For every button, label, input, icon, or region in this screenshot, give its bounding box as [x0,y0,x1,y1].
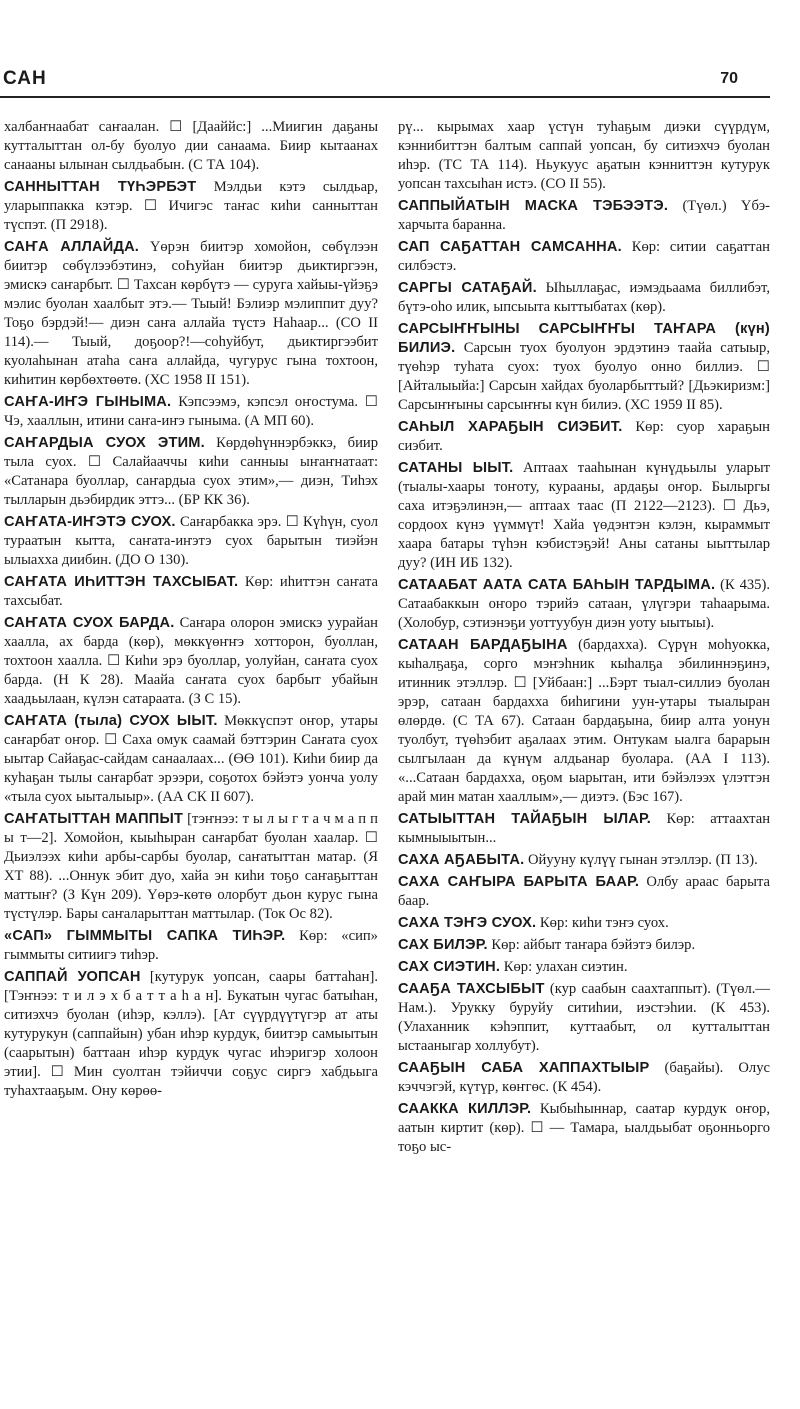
entry-headword: САҤА-ИҤЭ ГЫНЫМА. [4,394,172,410]
entry-headword: САҤАТА (тыла) СУОХ ЫЫТ. [4,713,218,729]
entry-definition: (бардахха). Сүрүн моһуокка, кыһалҕаҕа, сорго мэҥэһник кыһалҕа эбилиннэҕинэ, итинник этэллэр. ☐ [Уйбаан:] ...Бэрт тыал-силлиэ буолан эрэр, сатаан бардахха биһигини уун-утары тыалыран өлөрдө. (С ТА 67). Сатаан бардаҕына, биир алта уонун туолбут, түөһэбит аҕалаах этим. Онтукам ыалга барарын сылгылаан да күнүм алдьанар буолара. (АА I 113). «...Сатаан бардахха, оҕом ыарытан, ити бэйэлээх үлэттэн арай мин матан хааллым»,— диэтэ. (Бэс 167). [398,637,770,805]
dictionary-entry [4,968,378,1101]
entry-headword: САХА АҔАБЫТА. [398,852,525,868]
entry-definition: Кэпсээмэ, кэпсэл оҥостума. ☐ Чэ, хааллын, итини саҥа-иҥэ гыныма. (А МП 60). [4,394,378,429]
dictionary-entry [4,118,378,175]
dictionary-entry [398,636,770,807]
page-number: 70 [720,70,738,87]
entry-definition: (баҕайы). Олус кэччэгэй, күтүр, көҥгөс. (К 454). [398,1060,770,1095]
dictionary-entry [398,1100,770,1157]
entry-definition: [тэҥнээ: т ы л ы г т а ч м а п п ы т—2]. Хомойон, кыыһыран саҥарбат буолан хаалар. ☐ Дьиэлээх киһи арбы-сарбы буолар, саҥатыттан матар. (Я ХТ 88). ...Оннук эбит дуо, хайа эн киһи тоҕо саҥаҕыттан маттыҥ? (З Күн 209). Үөрэ-көтө олорбут дьон курус гына түстүлэр. Бары саҥаларыттан маттылар. (Ток Ос 82). [4,811,378,922]
entry-definition: Мөккүспэт оҥор, утары саҥарбат оҥор. ☐ Саха омук саамай бэттэрин Саҥата суох ыытар Сайаҕас-сайдам санаалаах... (ӨӨ 101). Киһи биир да куһаҕан тылы саҥарбат эрээри, соҕотох бэйэтэ уонча уолу «тыла суох ыыталыыр». (АА СК II 607). [4,713,378,805]
dictionary-entry [398,279,770,317]
dictionary-entry [4,712,378,807]
dictionary-entry [398,810,770,848]
entry-definition: Ойууну күлүү гынан этэллэр. (П 13). [528,852,758,868]
entry-headword: САННЫТТАН ТҮҺЭРБЭТ [4,179,197,195]
entry-definition: халбаҥнаабат саҥаалан. ☐ [Дааййс:] ...Миигин даҕаны кутталыттан ол-бу буолуо дии санаама. Биир кытаанах санааны ылынан сылдьабын. (С ТА 104). [4,119,378,173]
dictionary-entry [398,1059,770,1097]
entry-definition: Мэлдьи кэтэ сылдьар, уларыппакка кэтэр. ☐ Ичигэс таҥас киһи санныттан түспэт. (П 2918). [4,179,379,233]
dictionary-entry [4,393,378,431]
entry-definition: (К 435). Сатаабаккын оҥоро тэрийэ сатаан, үлүгэри таһаарыма. (Холобур, сэтиэнэҕи уоттуубун диэн уоту ыытыы). [398,577,770,631]
entry-definition: (Түөл.) Үбэ-харчыта баранна. [398,198,770,233]
entry-definition: [кутурук уопсан, саары баттаһан]. [Тэҥнээ: т и л э х б а т т а һ а н]. Букатын чугас батыһан, ситиэхчэ буолан (иһэр, кэллэ). [Ат сүүрдүүтүгэр ат аты кутурукун (саппайын) убан иһэр курдук, биитэр самыытын (саарытын) баттаан иһэр курдук чугас иһэригэр холоон этии]. ☐ Мин суолтан тэйиччи соҕус сиргэ хабдьыга туһахтааҕым. Ону көрөө- [4,969,378,1099]
entry-definition: Үөрэн биитэр хомойон, сөбүлээн биитэр сөбүлээбэтинэ, соҺуйан биитэр дьиктиргээн, эмискэ саҥарбыт. ☐ Тахсан көрбүтэ — суруга хайыы-үйэҕэ мэлис буолан хаалбыт этэ.— Тыый! Бэлиэр мэлиппит дуу? Тоҕо бэрдэй!— диэн саҥа аллайа түстэ Наһаар... (СО II 114).— Тыый, доҕоор?!—соһуйбут, дьиктиргээбит куолаһынан атаһа саҥа аллайда, чугурус гына тохтоон, киһитин көрбөхтөөтө. (ХС 1958 II 151). [4,239,378,388]
dictionary-entry [4,927,378,965]
dictionary-entry [4,810,378,924]
entry-definition: Көр: киһи тэҥэ суох. [539,915,669,931]
dictionary-entry [398,118,770,194]
entry-headword: САРСЫҤҤЫНЫ САРСЫҤҤЫ ТАҤАРА (күн) БИЛИЭ. [398,321,770,356]
entry-definition: Сарсын туох буолуон эрдэтинэ таайа сатыыр, түөһэр туһата суох: туох буолуо онно биллиэ. ☐ [Айталыыйа:] Сарсын хайдах буоларбыттый? [Дьэкиризм:] Сарсыҥҥыны сарсыҥҥы күн билиэ. (ХС 1959 II 85). [398,340,770,413]
entry-headword: САҤАТА СУОХ БАРДА. [4,615,175,631]
entry-definition: (кур саабын саахтаппыт). (Түөл.— Нам.). Урукку буруйу ситиһии, иэстэһии. (К 453). (Улаханник кэһэппит, куттаабыт, ол кутталыттан ыстааныгар холлубут). [398,981,770,1054]
entry-definition: Көрдөһүннэрбэккэ, биир тыла суох. ☐ Салайааччы киһи санныы ыҥаҥнатаат: «Сатанара буоллар, саҥардыа суох этим»,— диэн, Тиһэх тылларын дьэбирдик эттэ... (БР КК 36). [4,435,378,508]
entry-headword: САТААН БАРДАҔЫНА [398,637,568,653]
entry-headword: САХА ТЭҤЭ СУОХ. [398,915,537,931]
entry-headword: САТАНЫ ЫЫТ. [398,460,514,476]
dictionary-entry [398,851,770,870]
entry-definition: Аптаах тааһынан күнүдьылы уларыт (тыалы-хаары тоҥоту, курааны, ардаҕы оҥор. Былыргы саха итэҕэлинэн,— аптаах таас (П 2122—2123). ☐ Дьэ, сордоох күнэ үүммүт! Хайа үөдэнтэн кэлэн, кыраммыт хаара батары түһэн кэбистэҕэй! Аны сатаны ыыттылар дуу? (ИН ИБ 132). [398,460,770,571]
entry-definition: Көр: иһиттэн саҥата тахсыбат. [4,574,378,609]
dictionary-entry [398,238,770,276]
dictionary-entry [398,958,770,977]
entry-headword: САҺЫЛ ХАРАҔЫН СИЭБИТ. [398,419,623,435]
dictionary-entry [4,238,378,390]
entry-definition: Көр: улахан сиэтин. [503,959,628,975]
entry-definition: Ыһыллаҕас, иэмэдьаама биллибэт, бүтэ-оһо илик, ыпсыыта кыттыбатах (көр). [398,280,770,315]
entry-headword: САҤА АЛЛАЙДА. [4,239,140,255]
left-column [4,118,378,1104]
dictionary-entry [398,459,770,573]
entry-headword: СААККА КИЛЛЭР. [398,1101,532,1117]
dictionary-entry [398,914,770,933]
entry-headword: САҤАРДЫА СУОХ ЭТИМ. [4,435,205,451]
entry-headword: САППАЙ УОПСАН [4,969,141,985]
entry-headword: САҤАТА ИҺИТТЭН ТАХСЫБАТ. [4,574,239,590]
entry-definition: Саҥарбакка эрэ. ☐ Күһүн, суол тураатын кытта, саҥата-иҥэтэ суох барытын тиэйэн ылыахха диибин. (ДО О 130). [4,514,378,568]
dictionary-entry [398,936,770,955]
right-column [398,118,770,1160]
entry-definition: Көр: айбыт таҥара бэйэтэ билэр. [491,937,696,953]
entry-headword: «САП» ГЫММЫТЫ САПКА ТИҺЭР. [4,928,286,944]
entry-headword: САХА САҤЫРА БАРЫТА БААР. [398,874,640,890]
dictionary-entry [4,614,378,709]
entry-headword: СААҔА ТАХСЫБЫТ [398,981,545,997]
entry-headword: САТААБАТ ААТА САТА БАҺЫН ТАРДЫМА. [398,577,716,593]
entry-headword: САТЫЫТТАН ТАЙАҔЫН ЫЛАР. [398,811,652,827]
entry-headword: САХ БИЛЭР. [398,937,488,953]
dictionary-entry [398,873,770,911]
dictionary-entry [4,513,378,570]
dictionary-entry [398,576,770,633]
running-head [0,68,800,96]
entry-definition: Олбу араас барыта баар. [398,874,771,909]
entry-headword: САП САҔАТТАН САМСАННА. [398,239,622,255]
entry-headword: САРГЫ САТАҔАЙ. [398,280,537,296]
entry-definition: Кыбыһыннар, саатар курдук оҥор, аатын киртит (көр). ☐ — Тамара, ыалдьыбат оҕонньорго тоҕо ыс- [398,1101,770,1155]
entry-definition: Көр: «сип» гыммыты ситиигэ тиһэр. [4,928,378,963]
entry-definition: Көр: суор хараҕын сиэбит. [398,419,770,454]
dictionary-entry [4,178,378,235]
entry-definition: Көр: аттаахтан кымныыытын... [398,811,770,846]
entry-headword: САХ СИЭТИН. [398,959,501,975]
running-head-word: САН [3,68,47,89]
dictionary-entry [4,573,378,611]
entry-definition: Саҥара олорон эмискэ уурайан хаалла, ах барда (көр), мөккүөҥҥэ хотторон, буоллан, тохтоон хаалла. ☐ Киһи эрэ буоллар, уолуйан, саҥата суох барда. (Н К 28). Маайа саҥата суох барбыт убайын хаадьылаан, күлэн сатараата. (З С 15). [4,615,378,707]
entry-headword: САҤАТЫТТАН МАППЫТ [4,811,184,827]
entry-headword: СААҔЫН САБА ХАППАХТЫЫР [398,1060,650,1076]
entry-headword: САҤАТА-ИҤЭТЭ СУОХ. [4,514,176,530]
entry-headword: САППЫЙАТЫН МАСКА ТЭБЭЭТЭ. [398,198,669,214]
dictionary-entry [398,197,770,235]
entry-definition: рү... кырымах хаар үстүн туһаҕым диэки сүүрдүм, кэннибиттэн балтым саппай уопсан, бу ситиэхчэ буолан иһэр. (ТС ТА 114). Ньукуус аҕатын кэнниттэн кутурук уопсан тахсыһан истэ. (СО II 55). [398,119,770,192]
header-rule [0,96,770,98]
dictionary-entry [398,980,770,1056]
dictionary-entry [398,320,770,415]
entry-definition: Көр: ситии саҕаттан силбэстэ. [398,239,770,274]
dictionary-entry [4,434,378,510]
dictionary-entry [398,418,770,456]
